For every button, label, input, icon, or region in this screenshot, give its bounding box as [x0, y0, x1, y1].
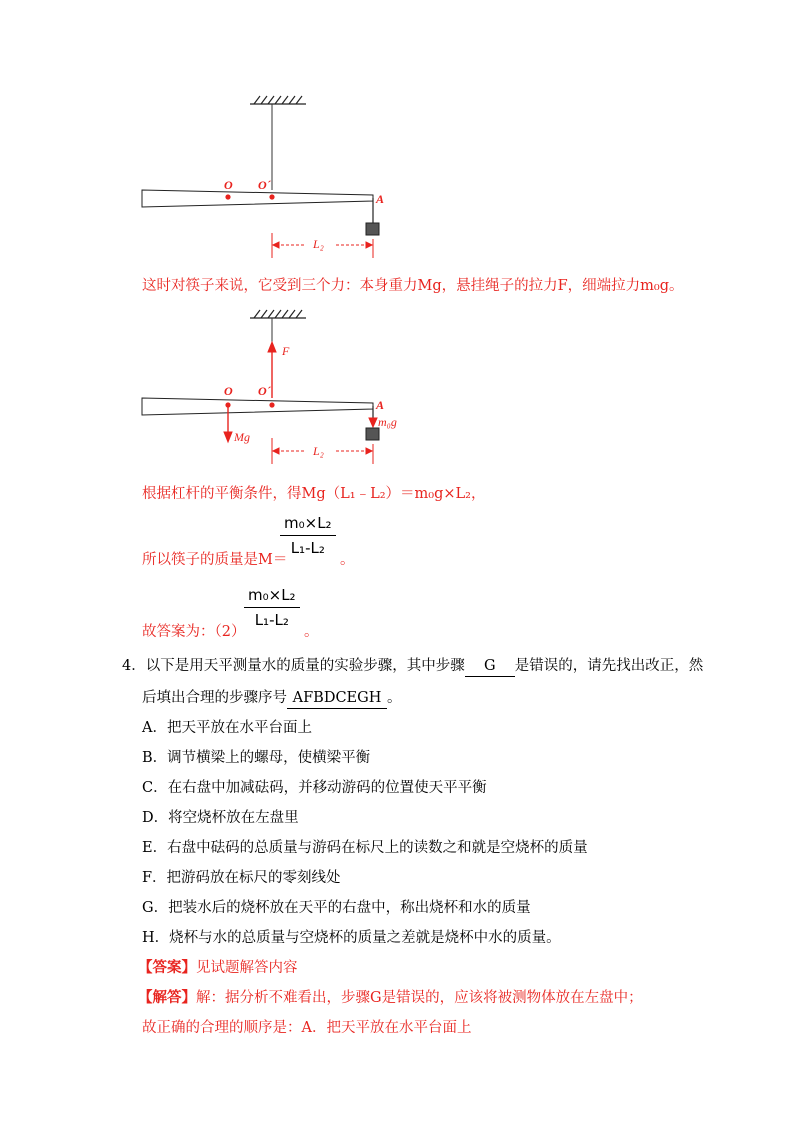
- option-d: D．将空烧杯放在左盘里: [142, 810, 299, 826]
- answer-formula-suffix: 。: [304, 624, 319, 640]
- fraction-bar: [280, 535, 336, 536]
- option-e: E．右盘中砝码的总质量与游码在标尺上的读数之和就是空烧杯的质量: [142, 840, 588, 856]
- ceiling-hatch: [250, 310, 306, 318]
- label-o-prime: O´: [258, 178, 271, 192]
- label-f: F: [282, 344, 290, 358]
- fraction-numerator: m₀×L₂: [284, 514, 332, 532]
- question-number: 4．: [122, 658, 146, 674]
- lever-figure-1: [130, 90, 400, 260]
- answer-text: 见试题解答内容: [196, 960, 298, 976]
- fraction-denominator: L₁-L₂: [290, 539, 325, 557]
- point-o-prime: [269, 194, 274, 199]
- label-m0g: m₀g: [378, 415, 397, 429]
- label-o-prime: O´: [258, 384, 271, 398]
- option-c: C．在右盘中加减砝码，并移动游码的位置使天平平衡: [142, 780, 487, 796]
- force-m0g-arrow: [369, 418, 377, 427]
- solution-line-2: 故正确的合理的顺序是：A．把天平放在水平台面上: [142, 1020, 472, 1036]
- option-f: F．把游码放在标尺的零刻线处: [142, 870, 341, 886]
- solution-line: [138, 988, 643, 1008]
- force-analysis-text: 这时对筷子来说，它受到三个力：本身重力Mg，悬挂绳子的拉力F，细端拉力m₀g。: [142, 278, 684, 294]
- solution-tag: 【解答】: [138, 989, 196, 1006]
- label-o: O: [224, 178, 233, 192]
- point-o-prime: [269, 402, 274, 407]
- fraction-bar: [244, 607, 300, 608]
- answer-line: [138, 958, 298, 978]
- question-stem: 以下是用天平测量水的质量的实验步骤，其中步骤: [145, 658, 465, 674]
- label-o: O: [224, 384, 233, 398]
- fraction-denominator: L₁-L₂: [254, 611, 289, 629]
- question-stem: 后填出合理的步骤序号: [142, 690, 287, 706]
- ceiling-hatch: [250, 96, 306, 104]
- label-l2: L₂: [313, 444, 324, 458]
- answer-blank-2: AFBDCEGH: [287, 688, 387, 709]
- label-l2: L₂: [313, 237, 324, 251]
- label-a: A: [376, 398, 385, 412]
- point-o: [225, 402, 230, 407]
- chopstick: [142, 398, 373, 415]
- solution-text: 解：据分析不难看出，步骤G是错误的，应该将被测物体放在左盘中；: [196, 990, 643, 1006]
- balance-condition-text: 根据杠杆的平衡条件，得Mg（L₁﹣L₂）＝m₀g×L₂，: [142, 486, 486, 502]
- option-g: G．把装水后的烧杯放在天平的右盘中，称出烧杯和水的质量: [142, 900, 531, 916]
- question-stem: 是错误的，请先找出改正，然: [514, 658, 704, 674]
- question-stem: 。: [387, 690, 402, 706]
- question-4-line-1: [122, 656, 703, 677]
- option-h: H．烧杯与水的总质量与空烧杯的质量之差就是烧杯中水的质量。: [142, 930, 561, 946]
- point-o: [225, 194, 230, 199]
- weight-block: [366, 223, 379, 235]
- option-b: B．调节横梁上的螺母，使横梁平衡: [142, 750, 371, 766]
- option-a: A．把天平放在水平台面上: [142, 720, 312, 736]
- answer-formula-prefix: 故答案为：（2）: [142, 624, 246, 640]
- answer-blank-1: G: [465, 656, 515, 677]
- fraction-numerator: m₀×L₂: [248, 586, 296, 604]
- answer-tag: 【答案】: [138, 959, 196, 976]
- answer-fraction: [244, 586, 300, 629]
- question-4-line-2: [142, 688, 402, 709]
- mass-formula-suffix: 。: [340, 552, 355, 568]
- mass-formula-prefix: 所以筷子的质量是M＝: [142, 552, 288, 568]
- label-mg: Mg: [234, 430, 250, 444]
- label-a: A: [376, 192, 385, 206]
- mass-fraction: [280, 514, 336, 557]
